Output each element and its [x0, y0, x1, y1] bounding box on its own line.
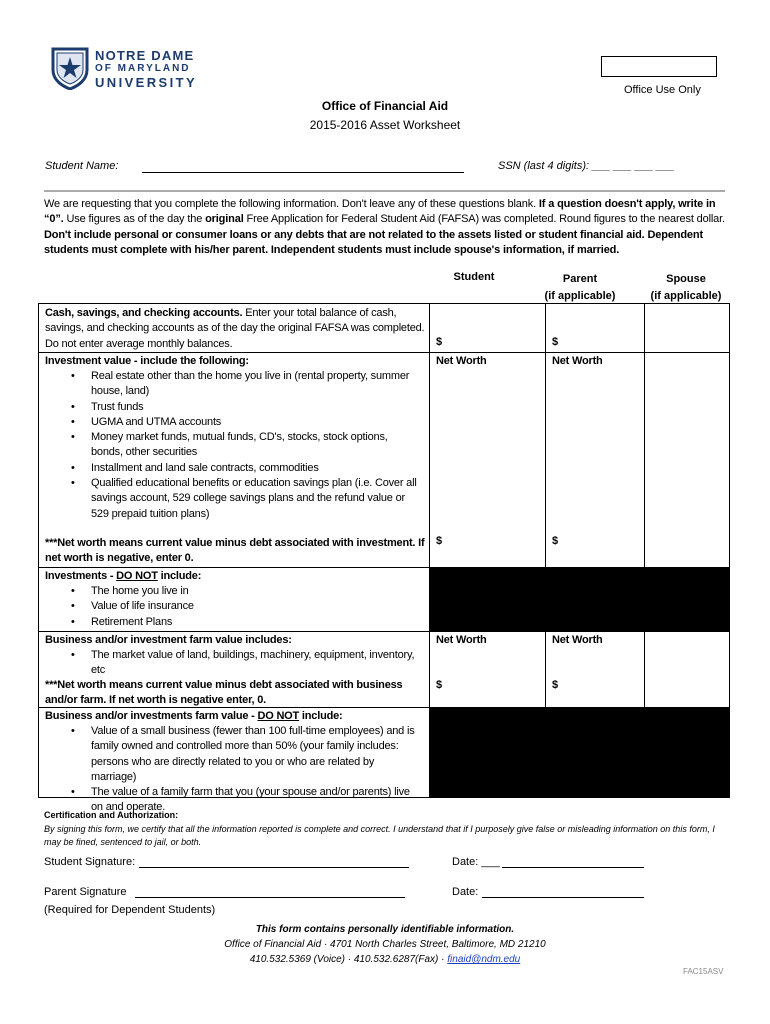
- business-student-dollar: $: [436, 679, 442, 691]
- cash-title: Cash, savings, and checking accounts.: [45, 307, 243, 319]
- cash-parent-dollar: $: [552, 336, 558, 348]
- exclusions-title: Investments -: [45, 570, 117, 582]
- investment-parent-dollar: $: [552, 535, 558, 547]
- business-spouse-cell[interactable]: [644, 631, 730, 708]
- footer-address: Office of Financial Aid · 4701 North Charles Street, Baltimore, MD 21210: [224, 939, 546, 950]
- list-item: • Installment and land sale contracts, commodities: [91, 461, 425, 476]
- business-exclusions-cell: [38, 707, 430, 814]
- business-student-cell[interactable]: [429, 631, 546, 708]
- parent-date-label: Date:: [452, 886, 479, 898]
- business-description-cell: [38, 631, 430, 708]
- list-item: • Real estate other than the home you live in (rental property, summer house, land): [91, 369, 421, 400]
- parent-date-field[interactable]: [482, 897, 644, 898]
- column-header-spouse: [636, 271, 736, 305]
- office-use-box[interactable]: [601, 56, 717, 77]
- investment-exclusions-cell: [38, 567, 430, 632]
- business-parent-cell[interactable]: [545, 631, 645, 708]
- page-subtitle: 2015-2016 Asset Worksheet: [309, 118, 461, 132]
- list-item: • Money market funds, mutual funds, CD's, stocks, stock options, bonds, other securities: [91, 430, 421, 461]
- instructions-zero-rule: If a question doesn't apply, write in “0”.: [44, 198, 716, 226]
- investment-title: Investment value - include the following:: [45, 355, 249, 367]
- list-item: • Value of a small business (fewer than 100 full-time employees) and is family owned and controlled more than 50% (your family includes: persons who are directly related to you or who are related by marriage): [91, 724, 421, 785]
- logo-text-line2: OF MARYLAND: [95, 63, 191, 74]
- column-spouse-sub: (if applicable): [650, 290, 722, 302]
- list-item: • Trust funds: [91, 400, 425, 415]
- business-parent-networth: Net Worth: [552, 634, 603, 646]
- investment-student-cell[interactable]: [429, 352, 546, 568]
- logo-text-line1: NOTRE DAME: [95, 48, 195, 63]
- logo-text-line3: UNIVERSITY: [95, 75, 198, 90]
- instructions-bold-rules: Don't include personal or consumer loans or any debts that are not related to the assets listed or student financial aid. Dependent students must complete with his/her parent. Independent students must include spouse's information, if married.: [44, 228, 703, 257]
- university-logo: [50, 46, 200, 96]
- cash-description-cell: [38, 303, 430, 353]
- list-item: • The home you live in: [91, 584, 425, 599]
- cash-text: Enter your total balance of cash, savings, and checking accounts as of the day the original FAFSA was completed. Do not enter average monthly balances.: [45, 307, 425, 350]
- exclusions-include: include:: [157, 570, 202, 582]
- instructions-original: original: [205, 213, 244, 226]
- footer-phone: 410.532.5369 (Voice) · 410.532.6287(Fax) ·: [249, 954, 448, 965]
- cash-parent-cell[interactable]: [545, 303, 645, 353]
- blacked-out-cells: [429, 567, 730, 632]
- certification-text: By signing this form, we certify that all the information reported is complete and correct. I understand that if I purposely give false or misleading information on this form, I may be fined, sentenced to jail, or both.: [44, 824, 715, 847]
- cash-student-dollar: $: [436, 336, 442, 348]
- divider: [44, 190, 725, 192]
- investment-spouse-cell[interactable]: [644, 352, 730, 568]
- student-name-field[interactable]: [142, 172, 464, 173]
- instructions-text: We are requesting that you complete the following information. Don't leave any of these questions blank.: [44, 198, 539, 210]
- column-parent-sub: (if applicable): [544, 290, 616, 302]
- list-item: • Retirement Plans: [91, 615, 425, 630]
- blacked-out-cells: [429, 707, 730, 798]
- footer-email-link[interactable]: finaid@ndm.edu: [447, 954, 521, 965]
- university-seal-icon: [50, 46, 90, 90]
- business-title: Business and/or investment farm value includes:: [45, 634, 292, 646]
- student-signature-label: Student Signature:: [44, 856, 136, 868]
- student-date-field[interactable]: [502, 867, 644, 868]
- office-use-label: Office Use Only: [624, 84, 701, 96]
- footer-notice: This form contains personally identifiable information.: [255, 924, 515, 935]
- list-item: • UGMA and UTMA accounts: [91, 415, 425, 430]
- business-student-networth: Net Worth: [436, 634, 487, 646]
- column-header-student: Student: [453, 271, 495, 283]
- list-item: • Qualified educational benefits or education savings plan (i.e. Cover all savings account, 529 college savings plans and the refund value or 529 prepaid tuition plans): [91, 476, 421, 522]
- investment-student-networth: Net Worth: [436, 355, 487, 367]
- column-header-parent: [530, 271, 630, 305]
- exclusions-list: [45, 584, 425, 630]
- student-name-label: Student Name:: [45, 160, 119, 172]
- business-exclusions-title: Business and/or investments farm value -: [45, 710, 258, 722]
- parent-signature-field[interactable]: [135, 897, 405, 898]
- list-item: • Value of life insurance: [91, 599, 425, 614]
- investment-description-cell: [38, 352, 430, 568]
- instructions-text-2: Use figures as of the day the: [63, 213, 206, 226]
- cash-spouse-cell[interactable]: [644, 303, 730, 353]
- certification-heading: Certification and Authorization:: [44, 810, 179, 820]
- column-parent-label: Parent: [562, 273, 598, 285]
- footer-contact: [0, 954, 770, 965]
- instructions: [44, 197, 734, 259]
- student-date-label: Date: ___: [452, 856, 500, 868]
- cash-student-cell[interactable]: [429, 303, 546, 353]
- ssn-field[interactable]: SSN (last 4 digits): ___ ___ ___ ___: [498, 160, 675, 172]
- business-note: ***Net worth means current value minus debt associated with business and/or farm. If net worth is negative enter, 0.: [45, 679, 403, 707]
- business-exclusions-include: include:: [299, 710, 343, 722]
- business-exclusions-list: [45, 724, 425, 816]
- list-item: • The market value of land, buildings, machinery, equipment, inventory, etc: [91, 648, 421, 679]
- business-parent-dollar: $: [552, 679, 558, 691]
- asset-table: [38, 303, 730, 814]
- exclusions-do-not: DO NOT: [116, 570, 158, 582]
- investment-parent-networth: Net Worth: [552, 355, 603, 367]
- page-title: Office of Financial Aid: [321, 99, 449, 113]
- form-code: FAC15ASV: [683, 967, 724, 976]
- instructions-text-3: Free Application for Federal Student Aid (FAFSA) was completed. Round figures to the nearest dollar.: [243, 213, 725, 226]
- investment-parent-cell[interactable]: [545, 352, 645, 568]
- business-exclusions-do-not: DO NOT: [257, 710, 300, 722]
- list-item: • The value of a family farm that you (your spouse and/or parents) live on and operate.: [91, 785, 421, 816]
- business-list: [45, 648, 425, 679]
- student-signature-field[interactable]: [139, 867, 409, 868]
- investment-student-dollar: $: [436, 535, 442, 547]
- column-spouse-label: Spouse: [666, 273, 706, 285]
- investment-note: ***Net worth means current value minus debt associated with investment. If net worth is negative, enter 0.: [45, 537, 425, 565]
- parent-signature-note: (Required for Dependent Students): [44, 904, 216, 916]
- investment-list: [45, 369, 425, 522]
- parent-signature-label: Parent Signature: [44, 886, 127, 898]
